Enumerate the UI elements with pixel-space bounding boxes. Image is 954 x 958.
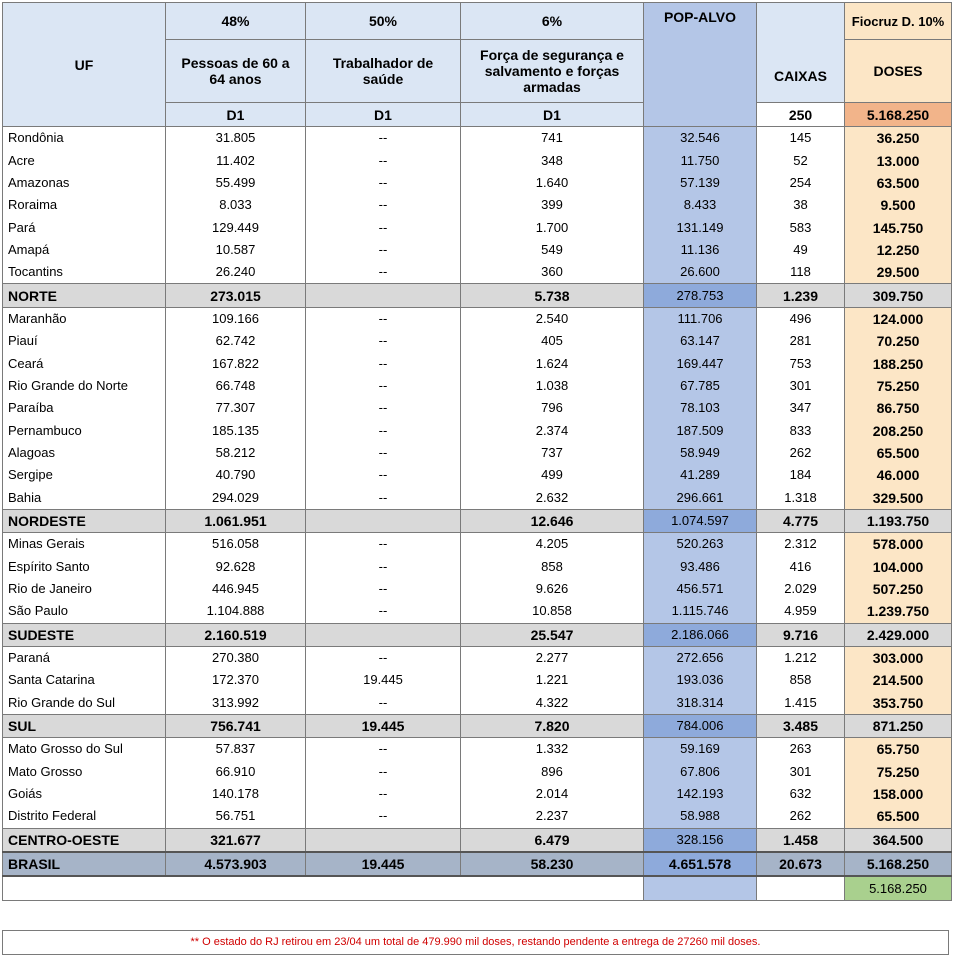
uf-cell: Bahia [3, 487, 166, 510]
forca-seguranca-cell: 858 [461, 556, 644, 578]
header-col3-label: Força de segurança e salvamento e forças armadas [461, 40, 644, 103]
caixas-cell: 38 [757, 194, 845, 216]
pop-alvo-cell: 26.600 [644, 261, 757, 284]
forca-seguranca-cell: 405 [461, 330, 644, 352]
table-row [3, 805, 952, 828]
doses-cell: 124.000 [845, 307, 952, 330]
trabalhador-saude-cell: -- [306, 194, 461, 216]
pessoas-60-64-cell: 185.135 [166, 419, 306, 441]
caixas-cell: 753 [757, 352, 845, 374]
trabalhador-saude-cell: -- [306, 761, 461, 783]
header-col2-dose: D1 [306, 103, 461, 127]
caixas-cell: 1.239 [757, 284, 845, 307]
trabalhador-saude-cell: -- [306, 352, 461, 374]
region-row [3, 284, 952, 307]
pessoas-60-64-cell: 31.805 [166, 127, 306, 150]
doses-cell: 208.250 [845, 419, 952, 441]
caixas-cell: 2.312 [757, 533, 845, 556]
trabalhador-saude-cell: -- [306, 307, 461, 330]
trabalhador-saude-cell: -- [306, 783, 461, 805]
pop-alvo-cell: 296.661 [644, 487, 757, 510]
trabalhador-saude-cell: 19.445 [306, 669, 461, 691]
doses-cell: 36.250 [845, 127, 952, 150]
table-row [3, 783, 952, 805]
pessoas-60-64-cell: 273.015 [166, 284, 306, 307]
trabalhador-saude-cell: -- [306, 261, 461, 284]
trabalhador-saude-cell: -- [306, 646, 461, 669]
caixas-cell: 262 [757, 805, 845, 828]
trabalhador-saude-cell: -- [306, 487, 461, 510]
uf-cell: Sergipe [3, 464, 166, 486]
trabalhador-saude-cell: -- [306, 419, 461, 441]
uf-cell: Roraima [3, 194, 166, 216]
trabalhador-saude-cell [306, 828, 461, 852]
region-row [3, 623, 952, 646]
forca-seguranca-cell: 10.858 [461, 600, 644, 623]
header-caixas-value: 250 [757, 103, 845, 127]
caixas-cell: 20.673 [757, 852, 845, 876]
trabalhador-saude-cell [306, 623, 461, 646]
trabalhador-saude-cell: -- [306, 692, 461, 715]
caixas-cell: 347 [757, 397, 845, 419]
pessoas-60-64-cell: 66.748 [166, 375, 306, 397]
uf-cell: Rio Grande do Norte [3, 375, 166, 397]
doses-cell: 65.500 [845, 442, 952, 464]
trabalhador-saude-cell: -- [306, 375, 461, 397]
pessoas-60-64-cell: 77.307 [166, 397, 306, 419]
doses-cell: 46.000 [845, 464, 952, 486]
forca-seguranca-cell: 2.277 [461, 646, 644, 669]
pop-alvo-cell: 456.571 [644, 578, 757, 600]
forca-seguranca-cell: 796 [461, 397, 644, 419]
pessoas-60-64-cell: 56.751 [166, 805, 306, 828]
forca-seguranca-cell: 25.547 [461, 623, 644, 646]
uf-cell: BRASIL [3, 852, 166, 876]
forca-seguranca-cell: 1.221 [461, 669, 644, 691]
table-row [3, 533, 952, 556]
trabalhador-saude-cell: -- [306, 738, 461, 761]
doses-cell: 5.168.250 [845, 852, 952, 876]
pessoas-60-64-cell: 1.104.888 [166, 600, 306, 623]
caixas-cell: 833 [757, 419, 845, 441]
trabalhador-saude-cell: 19.445 [306, 852, 461, 876]
forca-seguranca-cell: 1.624 [461, 352, 644, 374]
doses-cell: 1.193.750 [845, 509, 952, 532]
pessoas-60-64-cell: 10.587 [166, 239, 306, 261]
header-col3-dose: D1 [461, 103, 644, 127]
trabalhador-saude-cell: -- [306, 556, 461, 578]
doses-cell: 303.000 [845, 646, 952, 669]
doses-cell: 145.750 [845, 216, 952, 238]
pessoas-60-64-cell: 1.061.951 [166, 509, 306, 532]
check-row [3, 876, 952, 900]
pop-alvo-cell: 8.433 [644, 194, 757, 216]
forca-seguranca-cell: 360 [461, 261, 644, 284]
table-row [3, 330, 952, 352]
forca-seguranca-cell: 2.374 [461, 419, 644, 441]
footnote: ** O estado do RJ retirou em 23/04 um total de 479.990 mil doses, restando pendente a entrega de 27260 mil doses. [2, 930, 949, 955]
region-row [3, 509, 952, 532]
check-caixas-blank [757, 876, 845, 900]
uf-cell: Rio Grande do Sul [3, 692, 166, 715]
table-row [3, 738, 952, 761]
caixas-cell: 632 [757, 783, 845, 805]
pop-alvo-cell: 278.753 [644, 284, 757, 307]
forca-seguranca-cell: 2.237 [461, 805, 644, 828]
table-row [3, 419, 952, 441]
forca-seguranca-cell: 2.014 [461, 783, 644, 805]
uf-cell: Mato Grosso do Sul [3, 738, 166, 761]
doses-cell: 75.250 [845, 375, 952, 397]
trabalhador-saude-cell: -- [306, 578, 461, 600]
trabalhador-saude-cell: -- [306, 216, 461, 238]
trabalhador-saude-cell: -- [306, 533, 461, 556]
table-row [3, 352, 952, 374]
header-col2-pct: 50% [306, 3, 461, 40]
header-col1-dose: D1 [166, 103, 306, 127]
pop-alvo-cell: 32.546 [644, 127, 757, 150]
doses-cell: 70.250 [845, 330, 952, 352]
forca-seguranca-cell: 1.700 [461, 216, 644, 238]
table-row [3, 127, 952, 150]
forca-seguranca-cell: 737 [461, 442, 644, 464]
caixas-cell: 496 [757, 307, 845, 330]
doses-cell: 1.239.750 [845, 600, 952, 623]
uf-cell: Minas Gerais [3, 533, 166, 556]
uf-cell: CENTRO-OESTE [3, 828, 166, 852]
trabalhador-saude-cell: -- [306, 172, 461, 194]
doses-cell: 214.500 [845, 669, 952, 691]
pop-alvo-cell: 78.103 [644, 397, 757, 419]
doses-cell: 63.500 [845, 172, 952, 194]
forca-seguranca-cell: 4.322 [461, 692, 644, 715]
check-doses-total: 5.168.250 [845, 876, 952, 900]
table-row [3, 194, 952, 216]
table-row [3, 761, 952, 783]
trabalhador-saude-cell: -- [306, 442, 461, 464]
pessoas-60-64-cell: 40.790 [166, 464, 306, 486]
pessoas-60-64-cell: 172.370 [166, 669, 306, 691]
header-col1-pct: 48% [166, 3, 306, 40]
header-doses: DOSES [845, 40, 952, 103]
forca-seguranca-cell: 58.230 [461, 852, 644, 876]
forca-seguranca-cell: 12.646 [461, 509, 644, 532]
pop-alvo-cell: 57.139 [644, 172, 757, 194]
table-row [3, 172, 952, 194]
pessoas-60-64-cell: 321.677 [166, 828, 306, 852]
table-row [3, 464, 952, 486]
pessoas-60-64-cell: 294.029 [166, 487, 306, 510]
doses-cell: 2.429.000 [845, 623, 952, 646]
trabalhador-saude-cell: -- [306, 805, 461, 828]
pessoas-60-64-cell: 66.910 [166, 761, 306, 783]
pop-alvo-cell: 1.074.597 [644, 509, 757, 532]
table-row [3, 578, 952, 600]
trabalhador-saude-cell: -- [306, 397, 461, 419]
uf-cell: Distrito Federal [3, 805, 166, 828]
pessoas-60-64-cell: 11.402 [166, 149, 306, 171]
pessoas-60-64-cell: 270.380 [166, 646, 306, 669]
pop-alvo-cell: 59.169 [644, 738, 757, 761]
uf-cell: São Paulo [3, 600, 166, 623]
caixas-cell: 1.318 [757, 487, 845, 510]
header-caixas: CAIXAS [757, 3, 845, 103]
uf-cell: SUL [3, 714, 166, 737]
pessoas-60-64-cell: 140.178 [166, 783, 306, 805]
pop-alvo-cell: 4.651.578 [644, 852, 757, 876]
table-row [3, 692, 952, 715]
doses-cell: 507.250 [845, 578, 952, 600]
doses-cell: 13.000 [845, 149, 952, 171]
forca-seguranca-cell: 9.626 [461, 578, 644, 600]
caixas-cell: 52 [757, 149, 845, 171]
forca-seguranca-cell: 348 [461, 149, 644, 171]
pop-alvo-cell: 41.289 [644, 464, 757, 486]
caixas-cell: 1.458 [757, 828, 845, 852]
pop-alvo-cell: 142.193 [644, 783, 757, 805]
doses-cell: 75.250 [845, 761, 952, 783]
header-pop-alvo: POP-ALVO [644, 3, 757, 127]
pop-alvo-cell: 187.509 [644, 419, 757, 441]
forca-seguranca-cell: 6.479 [461, 828, 644, 852]
uf-cell: Goiás [3, 783, 166, 805]
table-row [3, 487, 952, 510]
pop-alvo-cell: 328.156 [644, 828, 757, 852]
table-row [3, 669, 952, 691]
forca-seguranca-cell: 4.205 [461, 533, 644, 556]
uf-cell: Ceará [3, 352, 166, 374]
uf-cell: Rio de Janeiro [3, 578, 166, 600]
forca-seguranca-cell: 741 [461, 127, 644, 150]
doses-cell: 65.750 [845, 738, 952, 761]
forca-seguranca-cell: 1.640 [461, 172, 644, 194]
pop-alvo-cell: 318.314 [644, 692, 757, 715]
caixas-cell: 9.716 [757, 623, 845, 646]
table-row [3, 442, 952, 464]
pessoas-60-64-cell: 109.166 [166, 307, 306, 330]
doses-cell: 104.000 [845, 556, 952, 578]
region-row [3, 828, 952, 852]
header-col3-pct: 6% [461, 3, 644, 40]
pop-alvo-cell: 63.147 [644, 330, 757, 352]
uf-cell: NORDESTE [3, 509, 166, 532]
doses-cell: 578.000 [845, 533, 952, 556]
table-row [3, 261, 952, 284]
doses-cell: 9.500 [845, 194, 952, 216]
forca-seguranca-cell: 399 [461, 194, 644, 216]
caixas-cell: 3.485 [757, 714, 845, 737]
pop-alvo-cell: 193.036 [644, 669, 757, 691]
pop-alvo-cell: 169.447 [644, 352, 757, 374]
uf-cell: Piauí [3, 330, 166, 352]
caixas-cell: 858 [757, 669, 845, 691]
caixas-cell: 262 [757, 442, 845, 464]
pop-alvo-cell: 11.136 [644, 239, 757, 261]
uf-cell: Pará [3, 216, 166, 238]
check-pop-blank [644, 876, 757, 900]
doses-cell: 12.250 [845, 239, 952, 261]
trabalhador-saude-cell: -- [306, 330, 461, 352]
uf-cell: Maranhão [3, 307, 166, 330]
region-row [3, 714, 952, 737]
caixas-cell: 145 [757, 127, 845, 150]
forca-seguranca-cell: 1.038 [461, 375, 644, 397]
forca-seguranca-cell: 7.820 [461, 714, 644, 737]
uf-cell: Alagoas [3, 442, 166, 464]
uf-cell: Amazonas [3, 172, 166, 194]
pessoas-60-64-cell: 4.573.903 [166, 852, 306, 876]
doses-cell: 309.750 [845, 284, 952, 307]
uf-cell: Paraná [3, 646, 166, 669]
pessoas-60-64-cell: 446.945 [166, 578, 306, 600]
table-row [3, 216, 952, 238]
caixas-cell: 583 [757, 216, 845, 238]
trabalhador-saude-cell: 19.445 [306, 714, 461, 737]
uf-cell: Rondônia [3, 127, 166, 150]
pessoas-60-64-cell: 8.033 [166, 194, 306, 216]
pessoas-60-64-cell: 516.058 [166, 533, 306, 556]
doses-cell: 871.250 [845, 714, 952, 737]
pop-alvo-cell: 111.706 [644, 307, 757, 330]
caixas-cell: 1.212 [757, 646, 845, 669]
table-row [3, 397, 952, 419]
pessoas-60-64-cell: 58.212 [166, 442, 306, 464]
doses-cell: 86.750 [845, 397, 952, 419]
caixas-cell: 49 [757, 239, 845, 261]
pessoas-60-64-cell: 756.741 [166, 714, 306, 737]
doses-cell: 353.750 [845, 692, 952, 715]
header-fiocruz: Fiocruz D. 10% [845, 3, 952, 40]
table-row [3, 556, 952, 578]
trabalhador-saude-cell [306, 284, 461, 307]
forca-seguranca-cell: 896 [461, 761, 644, 783]
table-row [3, 239, 952, 261]
pessoas-60-64-cell: 129.449 [166, 216, 306, 238]
caixas-cell: 416 [757, 556, 845, 578]
uf-cell: Mato Grosso [3, 761, 166, 783]
caixas-cell: 281 [757, 330, 845, 352]
forca-seguranca-cell: 1.332 [461, 738, 644, 761]
pessoas-60-64-cell: 57.837 [166, 738, 306, 761]
pessoas-60-64-cell: 313.992 [166, 692, 306, 715]
doses-cell: 65.500 [845, 805, 952, 828]
caixas-cell: 1.415 [757, 692, 845, 715]
pessoas-60-64-cell: 26.240 [166, 261, 306, 284]
forca-seguranca-cell: 5.738 [461, 284, 644, 307]
uf-cell: Pernambuco [3, 419, 166, 441]
table-row [3, 375, 952, 397]
caixas-cell: 118 [757, 261, 845, 284]
caixas-cell: 2.029 [757, 578, 845, 600]
caixas-cell: 254 [757, 172, 845, 194]
doses-cell: 29.500 [845, 261, 952, 284]
doses-cell: 364.500 [845, 828, 952, 852]
doses-cell: 188.250 [845, 352, 952, 374]
forca-seguranca-cell: 2.632 [461, 487, 644, 510]
trabalhador-saude-cell: -- [306, 149, 461, 171]
caixas-cell: 263 [757, 738, 845, 761]
pop-alvo-cell: 272.656 [644, 646, 757, 669]
caixas-cell: 301 [757, 375, 845, 397]
pop-alvo-cell: 784.006 [644, 714, 757, 737]
pop-alvo-cell: 67.806 [644, 761, 757, 783]
forca-seguranca-cell: 2.540 [461, 307, 644, 330]
forca-seguranca-cell: 549 [461, 239, 644, 261]
header-col2-label: Trabalhador de saúde [306, 40, 461, 103]
uf-cell: Acre [3, 149, 166, 171]
caixas-cell: 301 [757, 761, 845, 783]
trabalhador-saude-cell: -- [306, 600, 461, 623]
header-doses-total: 5.168.250 [845, 103, 952, 127]
pop-alvo-cell: 131.149 [644, 216, 757, 238]
pessoas-60-64-cell: 62.742 [166, 330, 306, 352]
trabalhador-saude-cell: -- [306, 239, 461, 261]
header-uf: UF [3, 3, 166, 127]
uf-cell: SUDESTE [3, 623, 166, 646]
trabalhador-saude-cell: -- [306, 464, 461, 486]
uf-cell: Tocantins [3, 261, 166, 284]
forca-seguranca-cell: 499 [461, 464, 644, 486]
pop-alvo-cell: 67.785 [644, 375, 757, 397]
doses-cell: 158.000 [845, 783, 952, 805]
pop-alvo-cell: 1.115.746 [644, 600, 757, 623]
pop-alvo-cell: 58.988 [644, 805, 757, 828]
pessoas-60-64-cell: 55.499 [166, 172, 306, 194]
pop-alvo-cell: 93.486 [644, 556, 757, 578]
trabalhador-saude-cell [306, 509, 461, 532]
pop-alvo-cell: 520.263 [644, 533, 757, 556]
table-row [3, 600, 952, 623]
pessoas-60-64-cell: 167.822 [166, 352, 306, 374]
table-row [3, 149, 952, 171]
caixas-cell: 184 [757, 464, 845, 486]
caixas-cell: 4.775 [757, 509, 845, 532]
caixas-cell: 4.959 [757, 600, 845, 623]
pop-alvo-cell: 11.750 [644, 149, 757, 171]
pop-alvo-cell: 58.949 [644, 442, 757, 464]
pessoas-60-64-cell: 2.160.519 [166, 623, 306, 646]
doses-cell: 329.500 [845, 487, 952, 510]
check-row-blank [3, 876, 644, 900]
uf-cell: Paraíba [3, 397, 166, 419]
uf-cell: NORTE [3, 284, 166, 307]
header-col1-label: Pessoas de 60 a 64 anos [166, 40, 306, 103]
uf-cell: Amapá [3, 239, 166, 261]
uf-cell: Santa Catarina [3, 669, 166, 691]
uf-cell: Espírito Santo [3, 556, 166, 578]
table-row [3, 646, 952, 669]
pessoas-60-64-cell: 92.628 [166, 556, 306, 578]
vaccine-distribution-table [2, 2, 952, 901]
brasil-total-row [3, 852, 952, 876]
trabalhador-saude-cell: -- [306, 127, 461, 150]
table-row [3, 307, 952, 330]
pop-alvo-cell: 2.186.066 [644, 623, 757, 646]
